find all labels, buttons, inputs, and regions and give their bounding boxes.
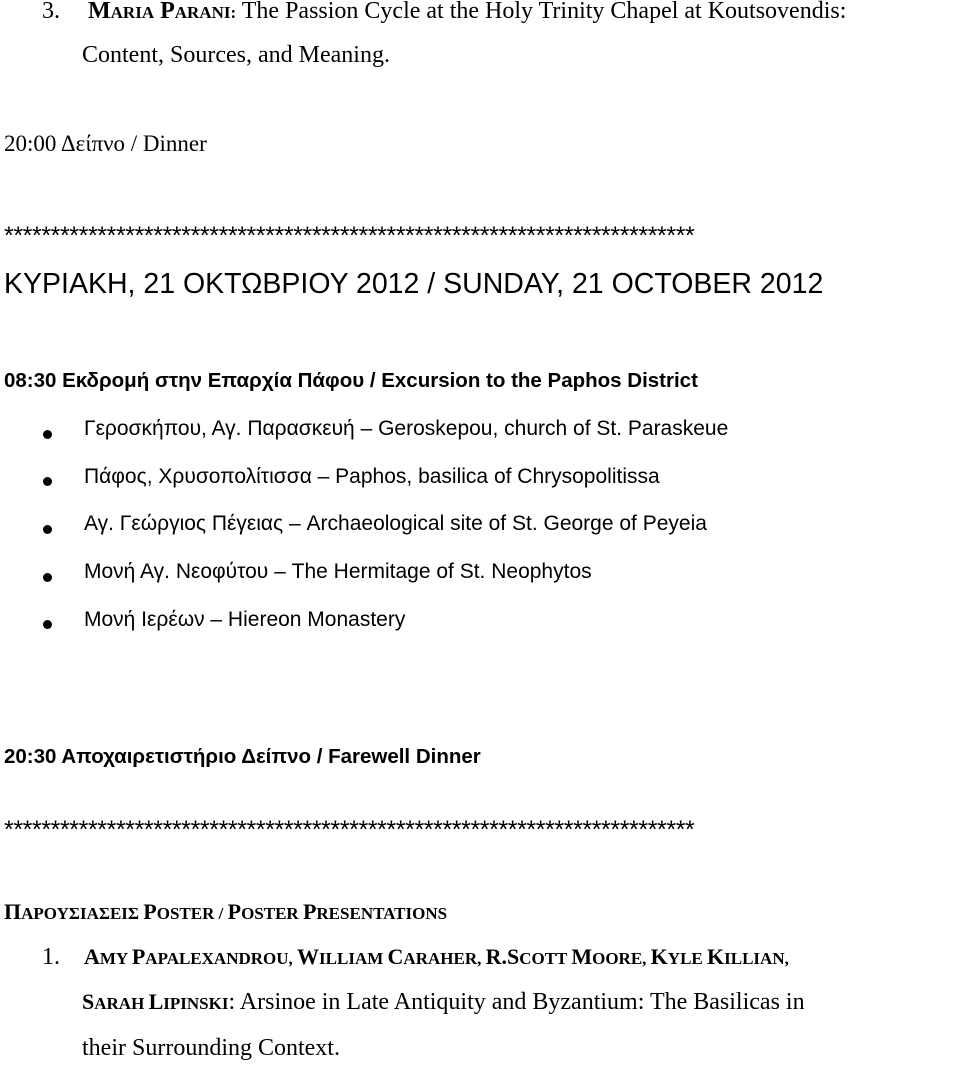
list-item: Πάφος, Χρυσοπολίτισσα – Paphos, basilica of Chrysopolitissa — [84, 465, 660, 488]
poster-item-1-line2: SARAH LIPINSKI: Arsinoe in Late Antiquity and Byzantium: The Basilicas in — [82, 989, 805, 1015]
list-item: Γεροσκήπου, Αγ. Παρασκευή – Geroskepou, church of St. Paraskeue — [84, 417, 729, 440]
farewell-heading: 20:30 Αποχαιρετιστήριο Δείπνο / Farewell Dinner — [4, 745, 481, 768]
talk3-line1 — [42, 0, 846, 25]
talk3-number: 3. — [42, 0, 60, 24]
poster-item-number: 1. — [42, 944, 60, 970]
dinner-heading: 20:00 Δείπνο / Dinner — [4, 131, 207, 156]
poster-item-title-line1: : Arsinoe in Late Antiquity and Byzantium: The Basilicas in — [228, 989, 805, 1015]
talk3-author: MARIA PARANI: — [88, 0, 237, 24]
poster-heading: ΠΑΡΟΥΣΙΑΣΕΙΣ POSTER / POSTER PRESENTATIONS — [4, 899, 448, 924]
talk3-title-line2: Content, Sources, and Meaning. — [82, 42, 390, 68]
list-item: Μονή Ιερέων – Hiereon Monastery — [84, 608, 406, 631]
list-item: Αγ. Γεώργιος Πέγειας – Archaeological site of St. George of Peyeia — [84, 512, 707, 535]
poster-item-title-line2: their Surrounding Context. — [82, 1035, 340, 1061]
poster-item-1-line1 — [42, 944, 789, 971]
talk3-title-line1: The Passion Cycle at the Holy Trinity Chapel at Koutsovendis: — [241, 0, 847, 24]
excursion-heading: 08:30 Εκδρομή στην Επαρχία Πάφου / Excursion to the Paphos District — [4, 369, 698, 392]
bullet-icon — [43, 477, 52, 486]
list-item: Μονή Αγ. Νεοφύτου – The Hermitage of St. Neophytos — [84, 560, 592, 583]
bullet-icon — [43, 620, 52, 629]
separator-1: ************************************************************************** — [4, 222, 695, 250]
bullet-icon — [43, 573, 52, 582]
bullet-icon — [43, 525, 52, 534]
separator-2: ************************************************************************** — [4, 816, 695, 844]
bullet-icon — [43, 430, 52, 439]
poster-item-authors: AMY PAPALEXANDROU, WILLIAM CARAHER, R.SCOTT MOORE, KYLE KILLIAN, — [84, 944, 789, 969]
day-heading: ΚΥΡΙΑΚΗ, 21 ΟΚΤΩΒΡΙΟΥ 2012 / SUNDAY, 21 OCTOBER 2012 — [4, 268, 824, 300]
